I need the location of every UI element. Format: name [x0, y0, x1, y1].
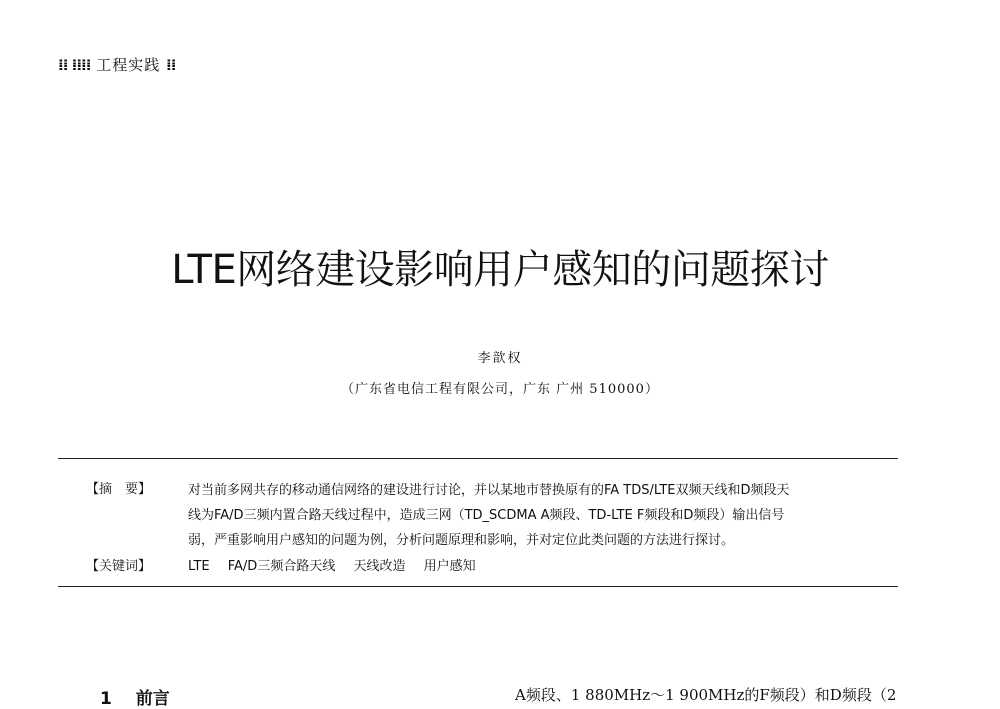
- column-two-text: A频段、1 880MHz～1 900MHz的F频段）和D频段（2: [515, 686, 897, 704]
- keyword-item: 天线改造: [353, 559, 406, 574]
- bottom-rule: [58, 586, 898, 587]
- section-header: [58, 54, 175, 75]
- abstract-text: [188, 478, 900, 553]
- section-number: 1: [100, 689, 112, 709]
- header-dots-right: ⁞⁞: [166, 56, 176, 74]
- abstract-line: 对当前多网共存的移动通信网络的建设进行讨论，并以某地市替换原有的FA TDS/LTE双频天线和D频段天: [188, 483, 790, 498]
- author-name: 李歆权: [477, 351, 523, 366]
- keyword-item: 用户感知: [423, 559, 476, 574]
- section-heading: [100, 684, 170, 709]
- top-rule: [58, 458, 898, 459]
- keyword-item: FA/D三频合路天线: [227, 559, 336, 574]
- abstract-line: 弱，严重影响用户感知的问题为例，分析问题原理和影响，并对定位此类问题的方法进行探讨。: [188, 533, 735, 548]
- paper-title: LTE网络建设影响用户感知的问题探讨: [171, 247, 829, 293]
- keywords-label: 【关键词】: [86, 559, 152, 574]
- header-label: 工程实践: [96, 56, 161, 74]
- abstract-label: 【摘 要】: [86, 482, 152, 497]
- section-title: 前言: [135, 689, 170, 709]
- keywords-list: [188, 555, 490, 574]
- header-dots-left: ⁞⁞ ⁞⁞⁞⁞: [58, 56, 91, 74]
- author-affiliation: （广东省电信工程有限公司，广东 广州 510000）: [341, 382, 659, 397]
- keyword-item: LTE: [188, 559, 210, 574]
- abstract-line: 线为FA/D三频内置合路天线过程中，造成三网（TD_SCDMA A频段、TD-LTE F频段和D频段）输出信号: [188, 508, 785, 523]
